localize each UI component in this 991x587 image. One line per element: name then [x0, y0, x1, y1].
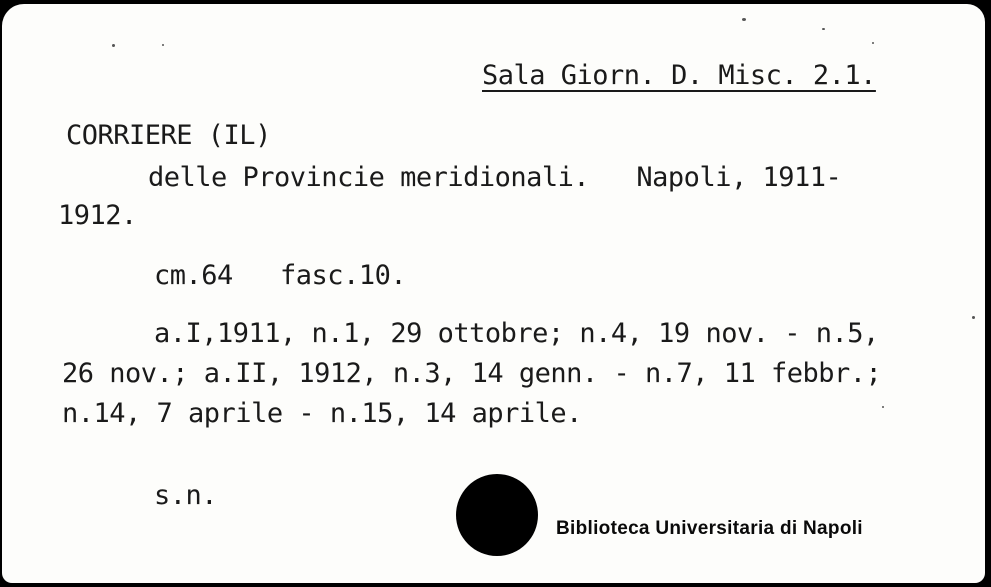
note: s.n.	[154, 480, 218, 511]
holdings-line-3: n.14, 7 aprile - n.15, 14 aprile.	[62, 398, 582, 429]
speck	[882, 406, 884, 408]
speck	[972, 316, 975, 319]
shelfmark: Sala Giorn. D. Misc. 2.1.	[482, 60, 876, 91]
title-line-1: delle Provincie meridionali. Napoli, 1911-	[148, 162, 842, 193]
holdings-line-1: a.I,1911, n.1, 29 ottobre; n.4, 19 nov. - n.5,	[154, 318, 879, 349]
speck	[112, 44, 115, 47]
title-line-2: 1912.	[58, 200, 137, 231]
physical-description: cm.64 fasc.10.	[154, 260, 407, 291]
speck	[162, 44, 164, 46]
catalog-heading: CORRIERE (IL)	[66, 120, 271, 151]
holdings-line-2: 26 nov.; a.II, 1912, n.3, 14 genn. - n.7, 11 febbr.;	[62, 358, 882, 389]
library-stamp: Biblioteca Universitaria di Napoli	[556, 518, 863, 539]
speck	[872, 42, 874, 44]
punch-hole	[456, 474, 538, 556]
speck	[822, 28, 825, 30]
speck	[742, 18, 746, 21]
catalog-card	[2, 4, 985, 583]
